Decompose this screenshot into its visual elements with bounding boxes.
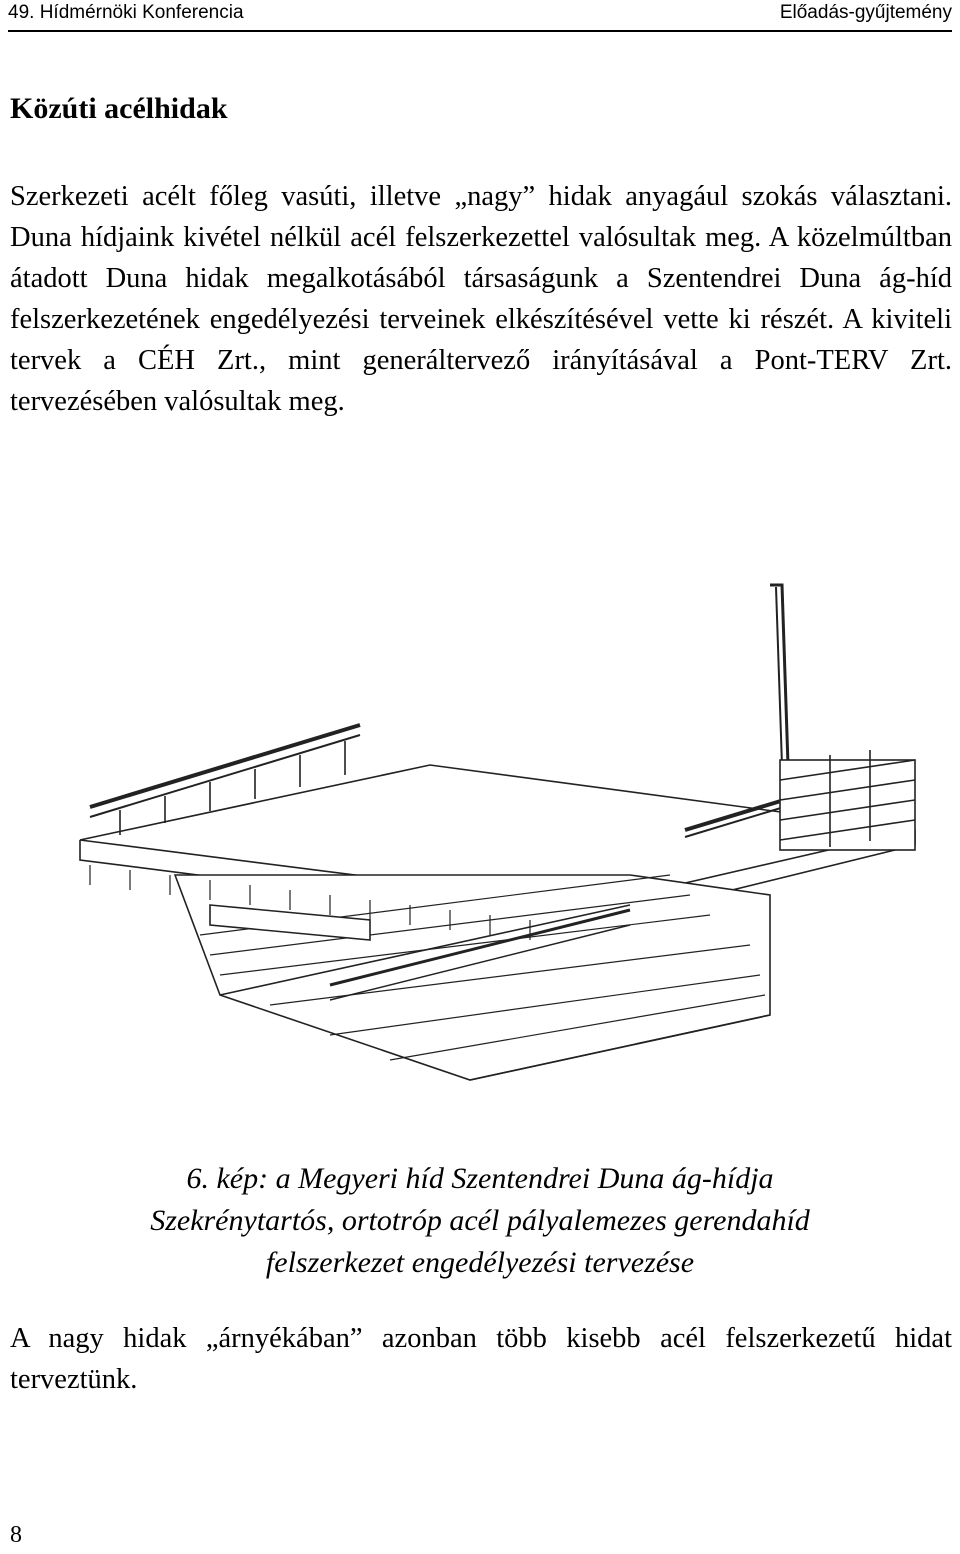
caption-line-1: 6. kép: a Megyeri híd Szentendrei Duna ág-hídja bbox=[186, 1162, 774, 1195]
bridge-cross-section-drawing bbox=[70, 575, 920, 1095]
figure-caption bbox=[0, 1158, 960, 1284]
caption-line-2: Szekrénytartós, ortotróp acél pályalemezes gerendahíd bbox=[150, 1204, 810, 1237]
caption-line-3: felszerkezet engedélyezési tervezése bbox=[265, 1246, 695, 1279]
page-header bbox=[8, 0, 952, 32]
section-title: Közúti acélhidak bbox=[10, 92, 228, 125]
body-paragraph-2: A nagy hidak „árnyékában” azonban több kisebb acél felszerkezetű hidat terveztünk. bbox=[10, 1323, 952, 1395]
collection-name: Előadás-gyűjtemény bbox=[779, 2, 952, 23]
page-number: 8 bbox=[10, 1522, 22, 1548]
body-paragraph: Szerkezeti acélt főleg vasúti, illetve „nagy” hidak anyagául szokás választani. Duna hídjaink kivétel nélkül acél felszerkezettel valósultak meg. A közelmúltban átadott Duna hidak megalkotásából társaságunk a Szentendrei Duna ág-híd felszerkezetének engedélyezési terveinek elkészítésével vette ki részét. A kiviteli tervek a CÉH Zrt., mint generáltervező irányításával a Pont-TERV Zrt. tervezésében valósultak meg. bbox=[10, 181, 952, 417]
conference-name: 49. Hídmérnöki Konferencia bbox=[8, 2, 244, 23]
